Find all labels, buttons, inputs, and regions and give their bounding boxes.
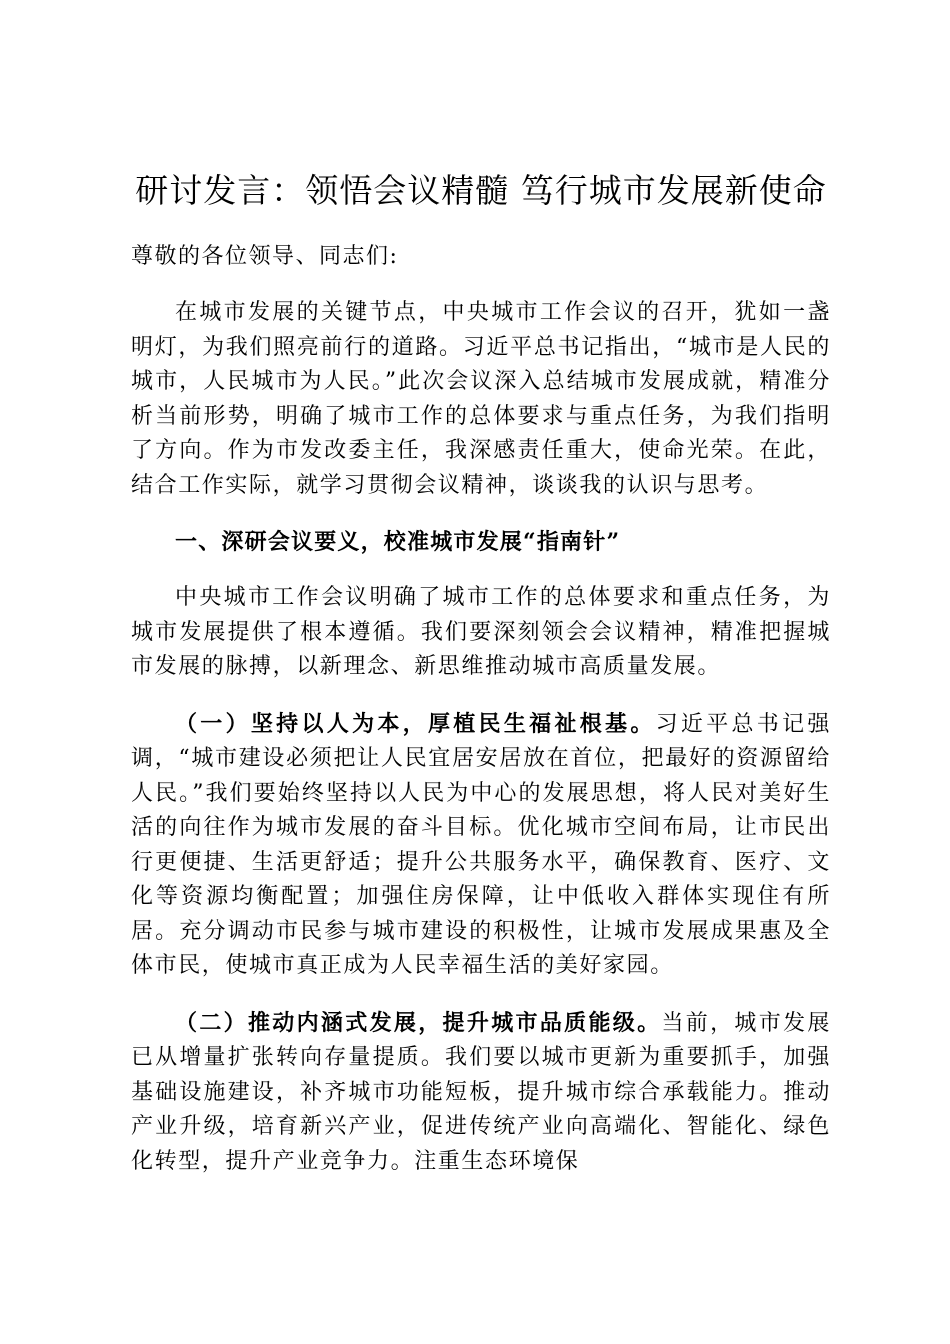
point-2-paragraph	[131, 1006, 831, 1180]
salutation: 尊敬的各位领导、同志们:	[131, 244, 399, 269]
point-1-paragraph	[131, 707, 831, 984]
document-body	[131, 168, 831, 1179]
point-2-lead: （二）推动内涵式发展，提升城市品质能级。	[175, 1009, 662, 1036]
document-title: 研讨发言：领悟会议精髓 笃行城市发展新使命	[135, 171, 827, 210]
section-1-paragraph: 中央城市工作会议明确了城市工作的总体要求和重点任务，为城市发展提供了根本遵循。我们要深刻领会会议精神，精准把握城市发展的脉搏，以新理念、新思维推动城市高质量发展。	[131, 585, 831, 679]
point-1-lead: （一）坚持以人为本，厚植民生福祉根基。	[175, 710, 656, 737]
point-2-body: 当前，城市发展已从增量扩张转向存量提质。我们要以城市更新为重要抓手，加强基础设施建设，补齐城市功能短板，提升城市综合承载能力。推动产业升级，培育新兴产业，促进传统产业向高端化、智能化、绿色化转型，提升产业竞争力。注重生态环境保	[131, 1010, 831, 1174]
point-1-body: 习近平总书记强调，“城市建设必须把让人民宜居安居放在首位，把最好的资源留给人民。”我们要始终坚持以人民为中心的发展思想，将人民对美好生活的向往作为城市发展的奋斗目标。优化城市空间布局，让市民出行更便捷、生活更舒适；提升公共服务水平，确保教育、医疗、文化等资源均衡配置；加强住房保障，让中低收入群体实现住有所居。充分调动市民参与城市建设的积极性，让城市发展成果惠及全体市民，使城市真正成为人民幸福生活的美好家园。	[131, 711, 831, 978]
intro-paragraph: 在城市发展的关键节点，中央城市工作会议的召开，犹如一盏明灯，为我们照亮前行的道路。习近平总书记指出，“城市是人民的城市，人民城市为人民。”此次会议深入总结城市发展成就，精准分析当前形势，明确了城市工作的总体要求与重点任务，为我们指明了方向。作为市发改委主任，我深感责任重大，使命光荣。在此，结合工作实际，就学习贯彻会议精神，谈谈我的认识与思考。	[131, 300, 831, 498]
section-heading-1: 一、深研会议要义，校准城市发展“指南针”	[175, 529, 621, 555]
